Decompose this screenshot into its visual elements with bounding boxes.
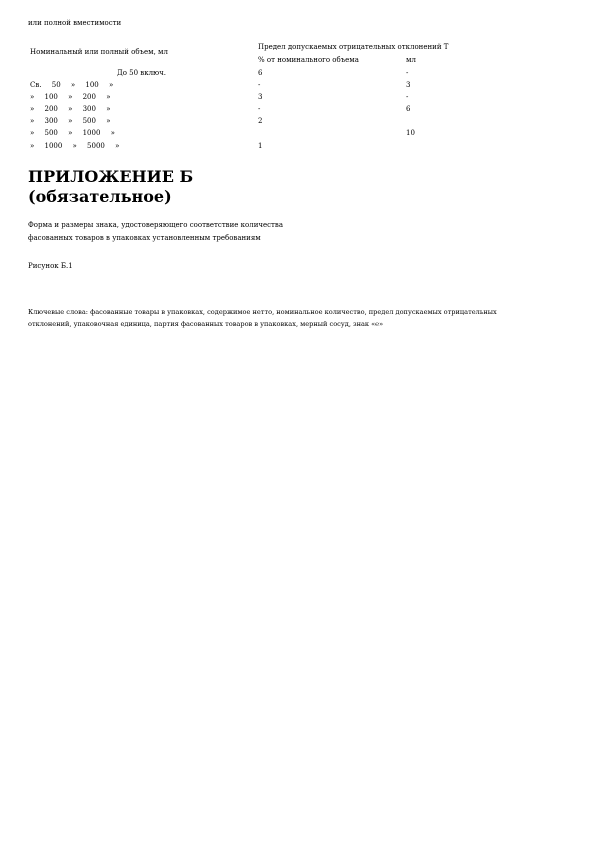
table-row-ml: 10 [406, 129, 415, 137]
table-row-range: » 1000 » 5000 » [30, 142, 120, 150]
table-row-ml: 3 [406, 81, 411, 89]
keywords-line1: Ключевые слова: фасованные товары в упаковках, содержимое нетто, номинальное количество, предел допускаемых отрицательных [28, 308, 497, 316]
table-row-ml: - [406, 93, 409, 101]
table-row-percent: 1 [258, 142, 263, 150]
table-header-volume: Номинальный или полный объем, мл [30, 48, 168, 56]
appendix-title: ПРИЛОЖЕНИЕ Б [28, 167, 194, 186]
top-note: или полной вместимости [28, 19, 122, 27]
table-row-range: » 100 » 200 » [30, 93, 111, 101]
table-row-range: Св. 50 » 100 » [30, 81, 114, 89]
figure-label: Рисунок Б.1 [28, 262, 73, 270]
table-row-percent: 6 [258, 69, 263, 77]
table-row-percent: 2 [258, 117, 263, 125]
table-row-percent: - [258, 105, 261, 113]
table-subheader-ml: мл [406, 56, 416, 64]
appendix-subtitle: (обязательное) [28, 187, 172, 206]
table-row-range: До 50 включ. [117, 69, 166, 77]
table-row-ml: 6 [406, 105, 411, 113]
table-header-tolerance: Предел допускаемых отрицательных отклонений T [258, 43, 449, 51]
table-row-range: » 500 » 1000 » [30, 129, 115, 137]
table-row-range: » 300 » 500 » [30, 117, 111, 125]
table-subheader-percent: % от номинального объема [258, 56, 359, 64]
table-row-ml: - [406, 69, 409, 77]
keywords-line2: отклонений, упаковочная единица, партия фасованных товаров в упаковках, мерный сосуд, знак «℮» [28, 320, 384, 328]
figure-caption-line2: фасованных товаров в упаковках установленным требованиям [28, 234, 261, 242]
table-row-percent: - [258, 81, 261, 89]
table-row-percent: 3 [258, 93, 263, 101]
table-row-range: » 200 » 300 » [30, 105, 111, 113]
figure-caption-line1: Форма и размеры знака, удостоверяющего соответствие количества [28, 221, 284, 229]
